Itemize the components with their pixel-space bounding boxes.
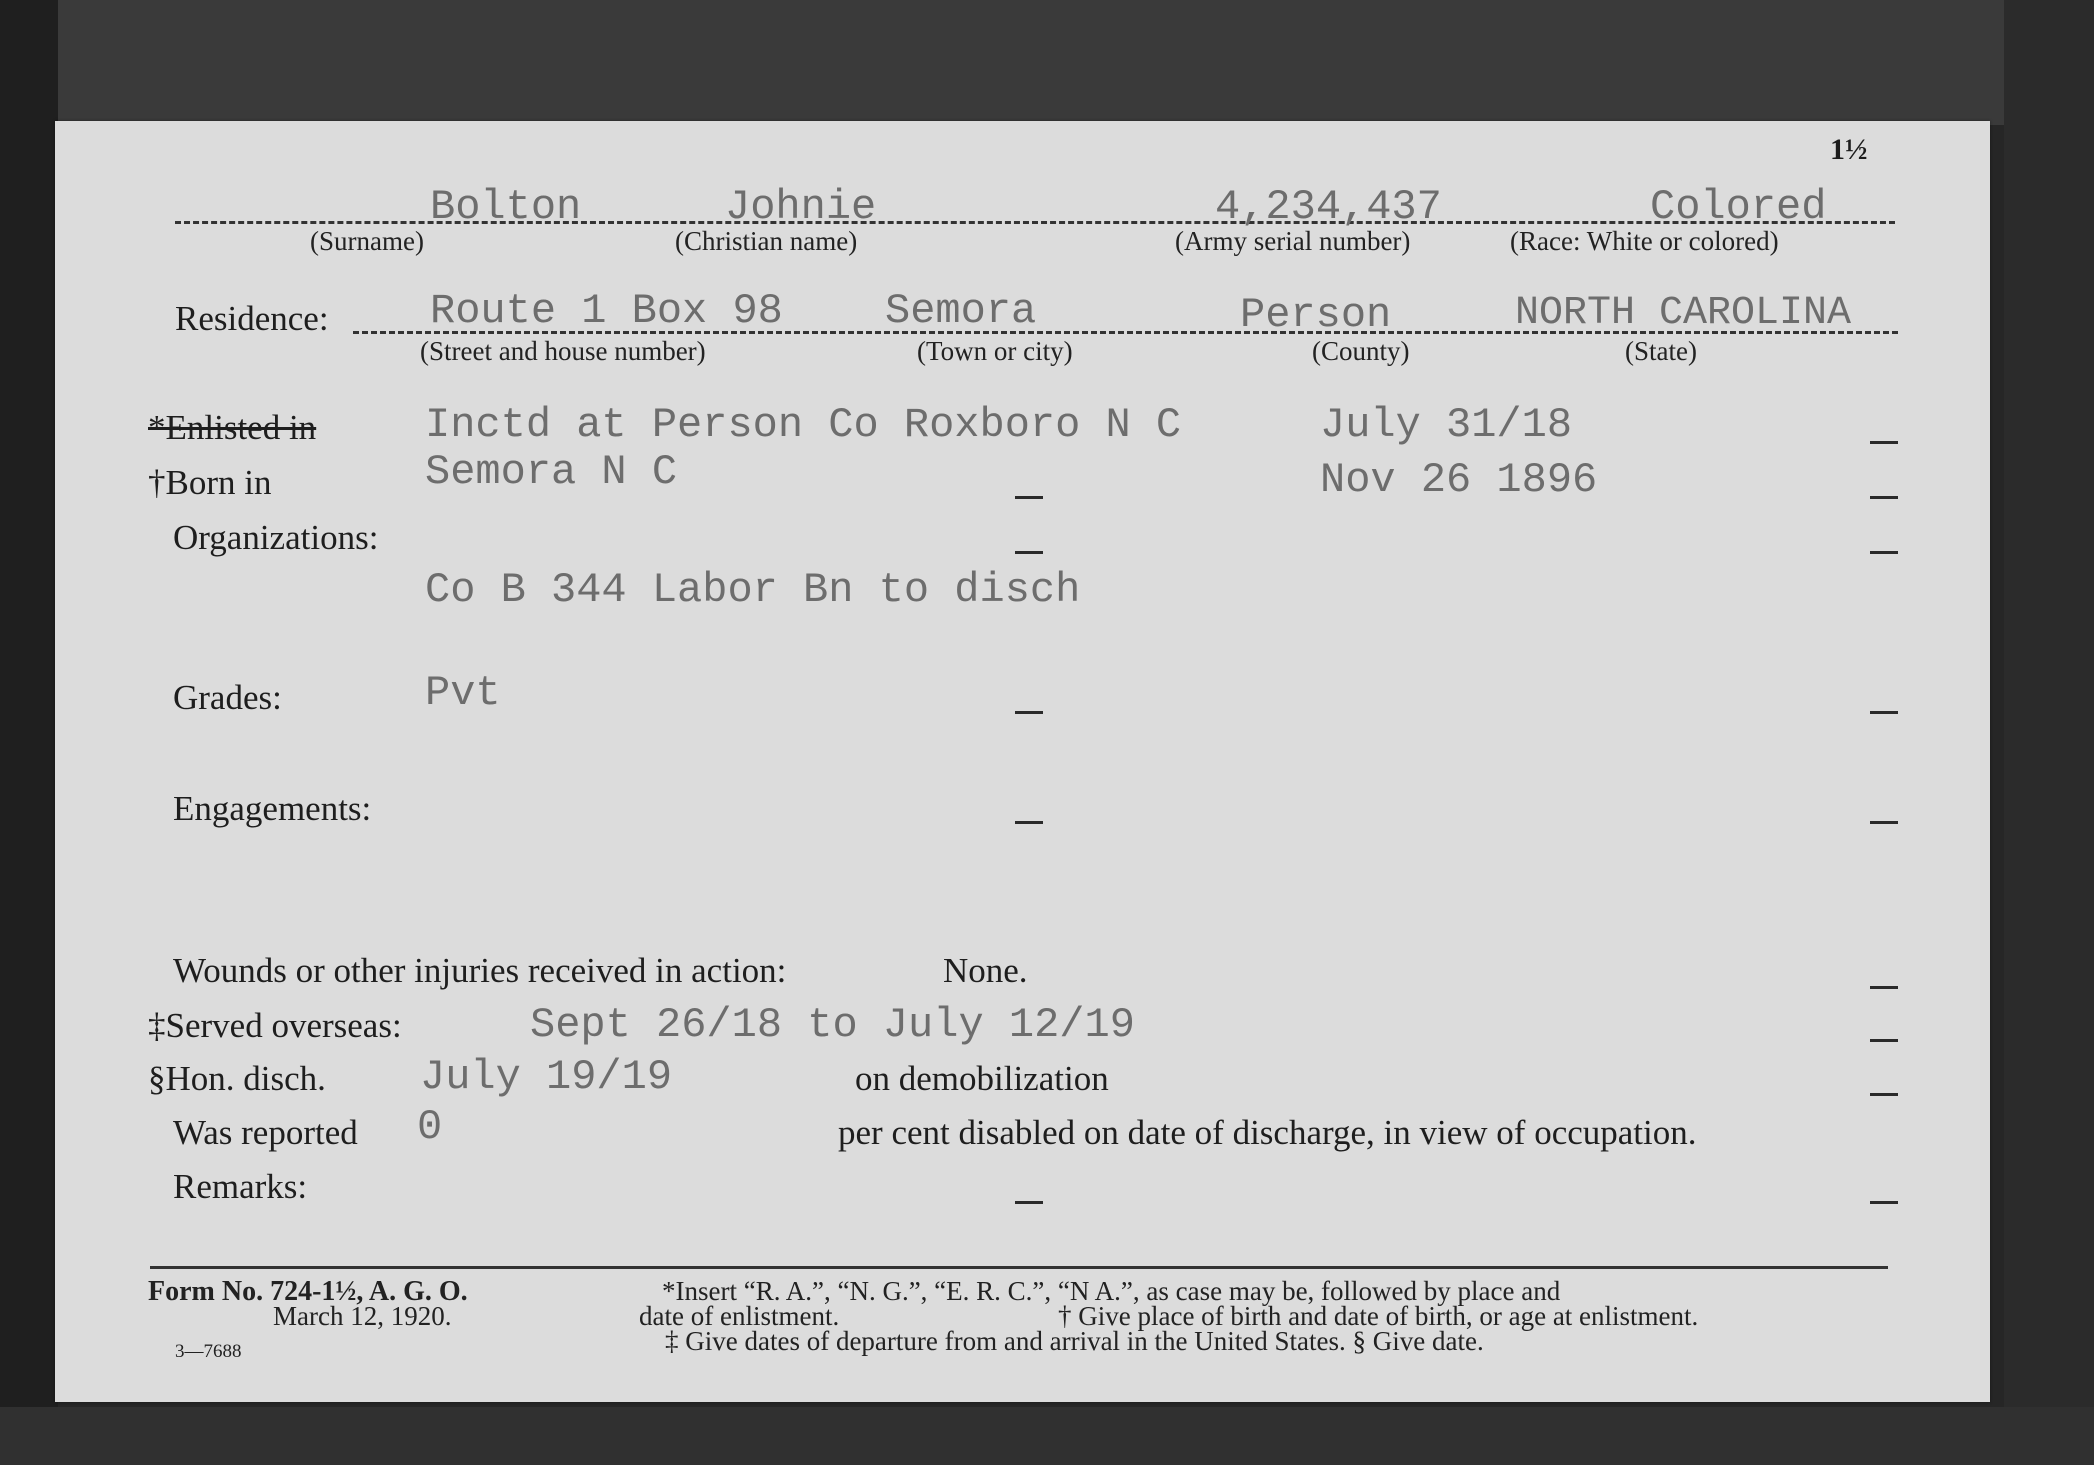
residence-county-value: Person: [1240, 291, 1392, 339]
race-value: Colored: [1650, 183, 1827, 231]
town-caption: (Town or city): [917, 336, 1073, 366]
served-overseas-value: Sept 26/18 to July 12/19: [530, 1001, 1135, 1049]
serial-number-value: 4,234,437: [1215, 183, 1442, 231]
grades-label: Grades:: [173, 678, 282, 717]
enlisted-label: *Enlisted in: [148, 408, 317, 447]
corner-number: 1½: [1830, 133, 1868, 166]
column-dash: [1015, 496, 1043, 499]
hon-disch-value: July 19/19: [420, 1053, 673, 1101]
footnote-line-2a: date of enlistment.: [639, 1301, 840, 1331]
print-code: 3—7688: [175, 1341, 242, 1362]
remarks-label: Remarks:: [173, 1167, 308, 1206]
scan-background-right: [2004, 0, 2094, 1465]
born-label: †Born in: [148, 463, 272, 502]
surname-value: Bolton: [430, 183, 582, 231]
residence-street-value: Route 1 Box 98: [430, 287, 783, 335]
organizations-label: Organizations:: [173, 518, 379, 557]
footnote-line-1: *Insert “R. A.”, “N. G.”, “E. R. C.”, “N A.”, as case may be, followed by place and: [662, 1276, 1561, 1306]
wounds-label: Wounds or other injuries received in action:: [173, 951, 787, 990]
scan-background-left: [0, 0, 58, 1465]
reported-label: Was reported: [173, 1113, 358, 1152]
residence-town-value: Semora: [885, 287, 1037, 335]
state-caption: (State): [1625, 336, 1697, 366]
margin-dash: [1870, 1039, 1898, 1042]
street-caption: (Street and house number): [420, 336, 706, 366]
christian-name-value: Johnie: [725, 183, 877, 231]
wounds-value: None.: [943, 951, 1028, 990]
grades-value: Pvt: [425, 669, 501, 717]
footnote-line-2b: † Give place of birth and date of birth, or age at enlistment.: [1058, 1301, 1699, 1331]
margin-dash: [1870, 821, 1898, 824]
serial-number-caption: (Army serial number): [1175, 226, 1411, 256]
column-dash: [1015, 1201, 1043, 1204]
reported-value: 0: [417, 1103, 443, 1151]
margin-dash: [1870, 441, 1898, 444]
footnote-line-3: ‡ Give dates of departure from and arrival in the United States. § Give date.: [665, 1326, 1484, 1356]
engagements-label: Engagements:: [173, 789, 372, 828]
residence-state-value: NORTH CAROLINA: [1515, 291, 1852, 336]
margin-dash: [1870, 711, 1898, 714]
county-caption: (County): [1312, 336, 1410, 366]
margin-dash: [1870, 551, 1898, 554]
service-record-card: [55, 121, 1990, 1402]
margin-dash: [1870, 1093, 1898, 1096]
served-overseas-label: ‡Served overseas:: [148, 1006, 402, 1045]
reported-text: per cent disabled on date of discharge, in view of occupation.: [838, 1113, 1697, 1152]
form-date: March 12, 1920.: [273, 1301, 452, 1331]
residence-label: Residence:: [175, 299, 329, 338]
column-dash: [1015, 821, 1043, 824]
born-date: Nov 26 1896: [1320, 456, 1598, 504]
surname-caption: (Surname): [310, 226, 424, 256]
margin-dash: [1870, 496, 1898, 499]
scan-background-top: [0, 0, 2094, 125]
column-dash: [1015, 711, 1043, 714]
born-value: Semora N C: [425, 448, 678, 496]
margin-dash: [1870, 986, 1898, 989]
form-number: Form No. 724-1½, A. G. O.: [148, 1276, 468, 1307]
margin-dash: [1870, 1201, 1898, 1204]
enlisted-value: Inctd at Person Co Roxboro N C: [425, 401, 1182, 449]
christian-name-caption: (Christian name): [675, 226, 858, 256]
race-caption: (Race: White or colored): [1510, 226, 1779, 256]
organizations-value: Co B 344 Labor Bn to disch: [425, 566, 1081, 614]
hon-disch-label: §Hon. disch.: [148, 1059, 326, 1098]
footer-rule: [150, 1266, 1888, 1269]
scan-background-bottom: [0, 1407, 2094, 1465]
enlisted-date: July 31/18: [1320, 401, 1573, 449]
hon-disch-note: on demobilization: [855, 1059, 1109, 1098]
column-dash: [1015, 551, 1043, 554]
